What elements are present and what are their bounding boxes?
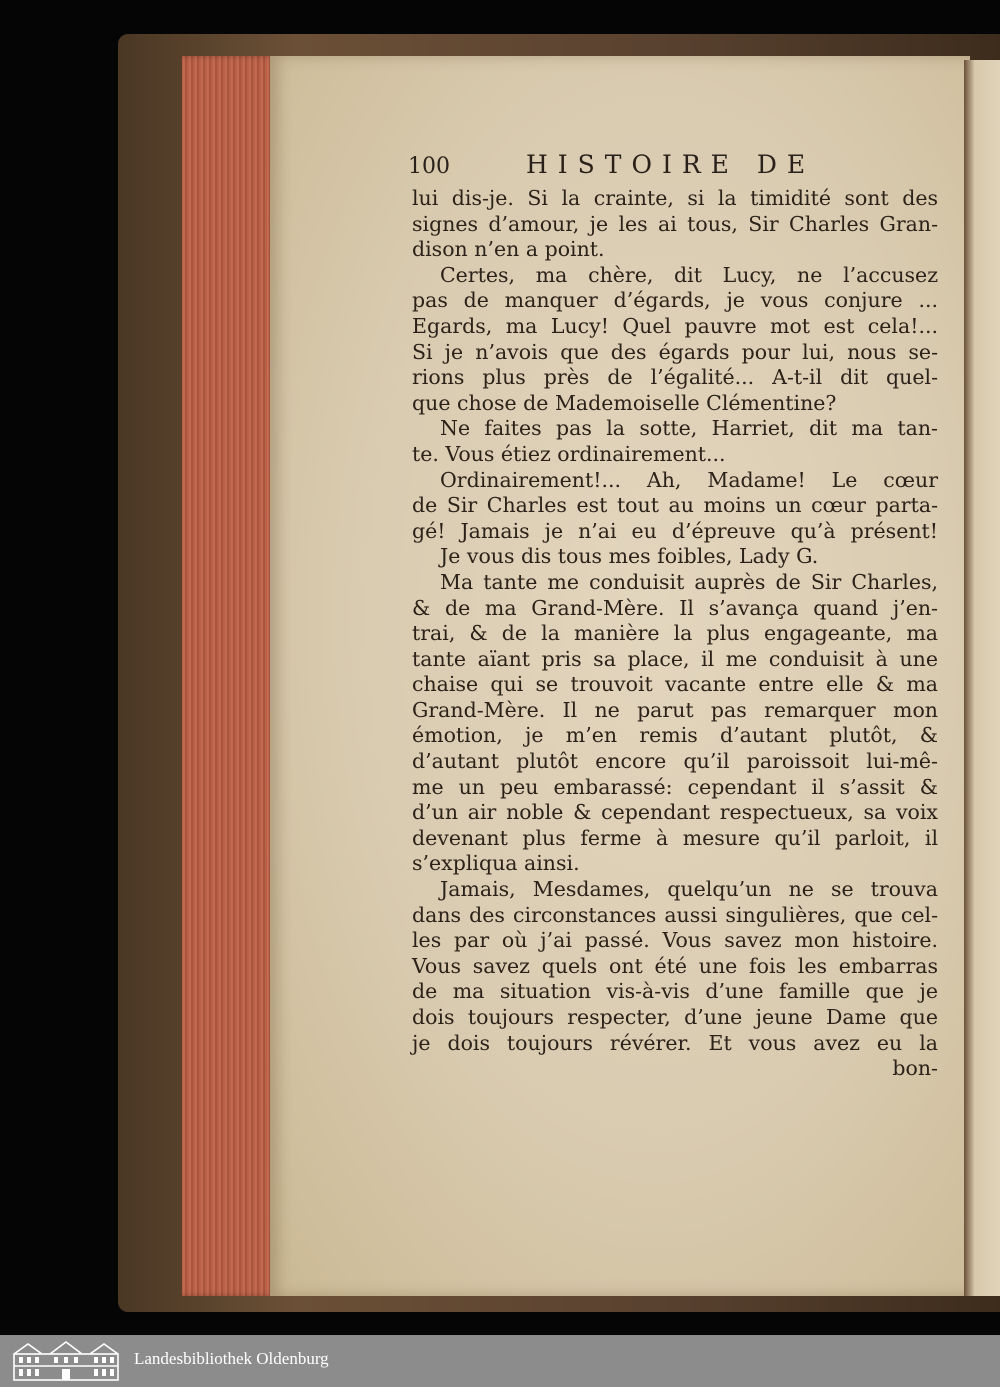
text-line: pas de manquer d’égards, je vous conjure ... (412, 288, 938, 313)
text-line: gé! Jamais je n’ai eu d’épreuve qu’à présent! (412, 518, 938, 543)
text-line: Grand-Mère. Il ne parut pas remarquer mon (412, 697, 938, 722)
library-building-icon (10, 1340, 122, 1382)
facing-page-edge (964, 60, 1000, 1296)
text-line: dois toujours respecter, d’une jeune Dame que (412, 1005, 938, 1029)
footer-bar (0, 1335, 1000, 1387)
text-line: Ne faites pas la sotte, Harriet, dit ma tan- (440, 416, 938, 441)
text-line: & de ma Grand-Mère. Il s’avança quand j’en- (412, 595, 938, 620)
page-number: 100 (408, 154, 450, 179)
running-title: HISTOIRE DE (526, 150, 816, 179)
text-line: lui dis-je. Si la crainte, si la timidité sont des (412, 186, 938, 210)
running-head (408, 150, 848, 186)
text-line: Vous savez quels ont été une fois les embarras (412, 953, 938, 978)
text-line: de Sir Charles est tout au moins un cœur parta- (412, 493, 938, 518)
text-line: je dois toujours révérer. Et vous avez eu la (412, 1030, 938, 1055)
text-line: signes d’amour, je les ai tous, Sir Charles Gran- (412, 211, 938, 236)
text-line: Si je n’avois que des égards pour lui, nous se- (412, 339, 938, 364)
page-edges (182, 56, 277, 1296)
text-line: tante aïant pris sa place, il me conduisit à une (412, 646, 938, 671)
text-line: les par où j’ai passé. Vous savez mon histoire. (412, 928, 938, 953)
text-line: émotion, je m’en remis d’autant plutôt, & (412, 723, 938, 748)
text-line: s’expliqua ainsi. (412, 851, 580, 876)
text-line: Ordinairement!... Ah, Madame! Le cœur (440, 467, 938, 492)
text-line: Certes, ma chère, dit Lucy, ne l’accusez (440, 262, 938, 287)
text-line: te. Vous étiez ordinairement... (412, 441, 726, 466)
text-line: d’autant plutôt encore qu’il paroissoit lui-mê- (412, 749, 938, 774)
text-line: d’un air noble & cependant respectueux, sa voix (412, 800, 938, 825)
text-line: me un peu embarassé: cependant il s’assit & (412, 774, 938, 799)
text-line: de ma situation vis-à-vis d’une famille que je (412, 979, 938, 1004)
text-line: Jamais, Mesdames, quelqu’un ne se trouva (440, 877, 938, 902)
text-line: Ma tante me conduisit auprès de Sir Charles, (440, 569, 938, 594)
text-line: bon- (892, 1056, 938, 1081)
text-line: dison n’en a point. (412, 237, 605, 262)
institution-name: Landesbibliothek Oldenburg (134, 1349, 329, 1368)
text-line: Egards, ma Lucy! Quel pauvre mot est cela!... (412, 313, 938, 338)
text-line: dans des circonstances aussi singulières, que cel- (412, 902, 938, 927)
text-line: chaise qui se trouvoit vacante entre elle & ma (412, 672, 938, 697)
text-line: que chose de Mademoiselle Clémentine? (412, 390, 837, 415)
body-text (412, 186, 938, 1082)
text-line: trai, & de la manière la plus engageante, ma (412, 621, 938, 646)
text-line: devenant plus ferme à mesure qu’il parloit, il (412, 825, 938, 850)
text-line: Je vous dis tous mes foibles, Lady G. (440, 544, 819, 569)
text-line: rions plus près de l’égalité... A-t-il dit quel- (412, 365, 938, 390)
